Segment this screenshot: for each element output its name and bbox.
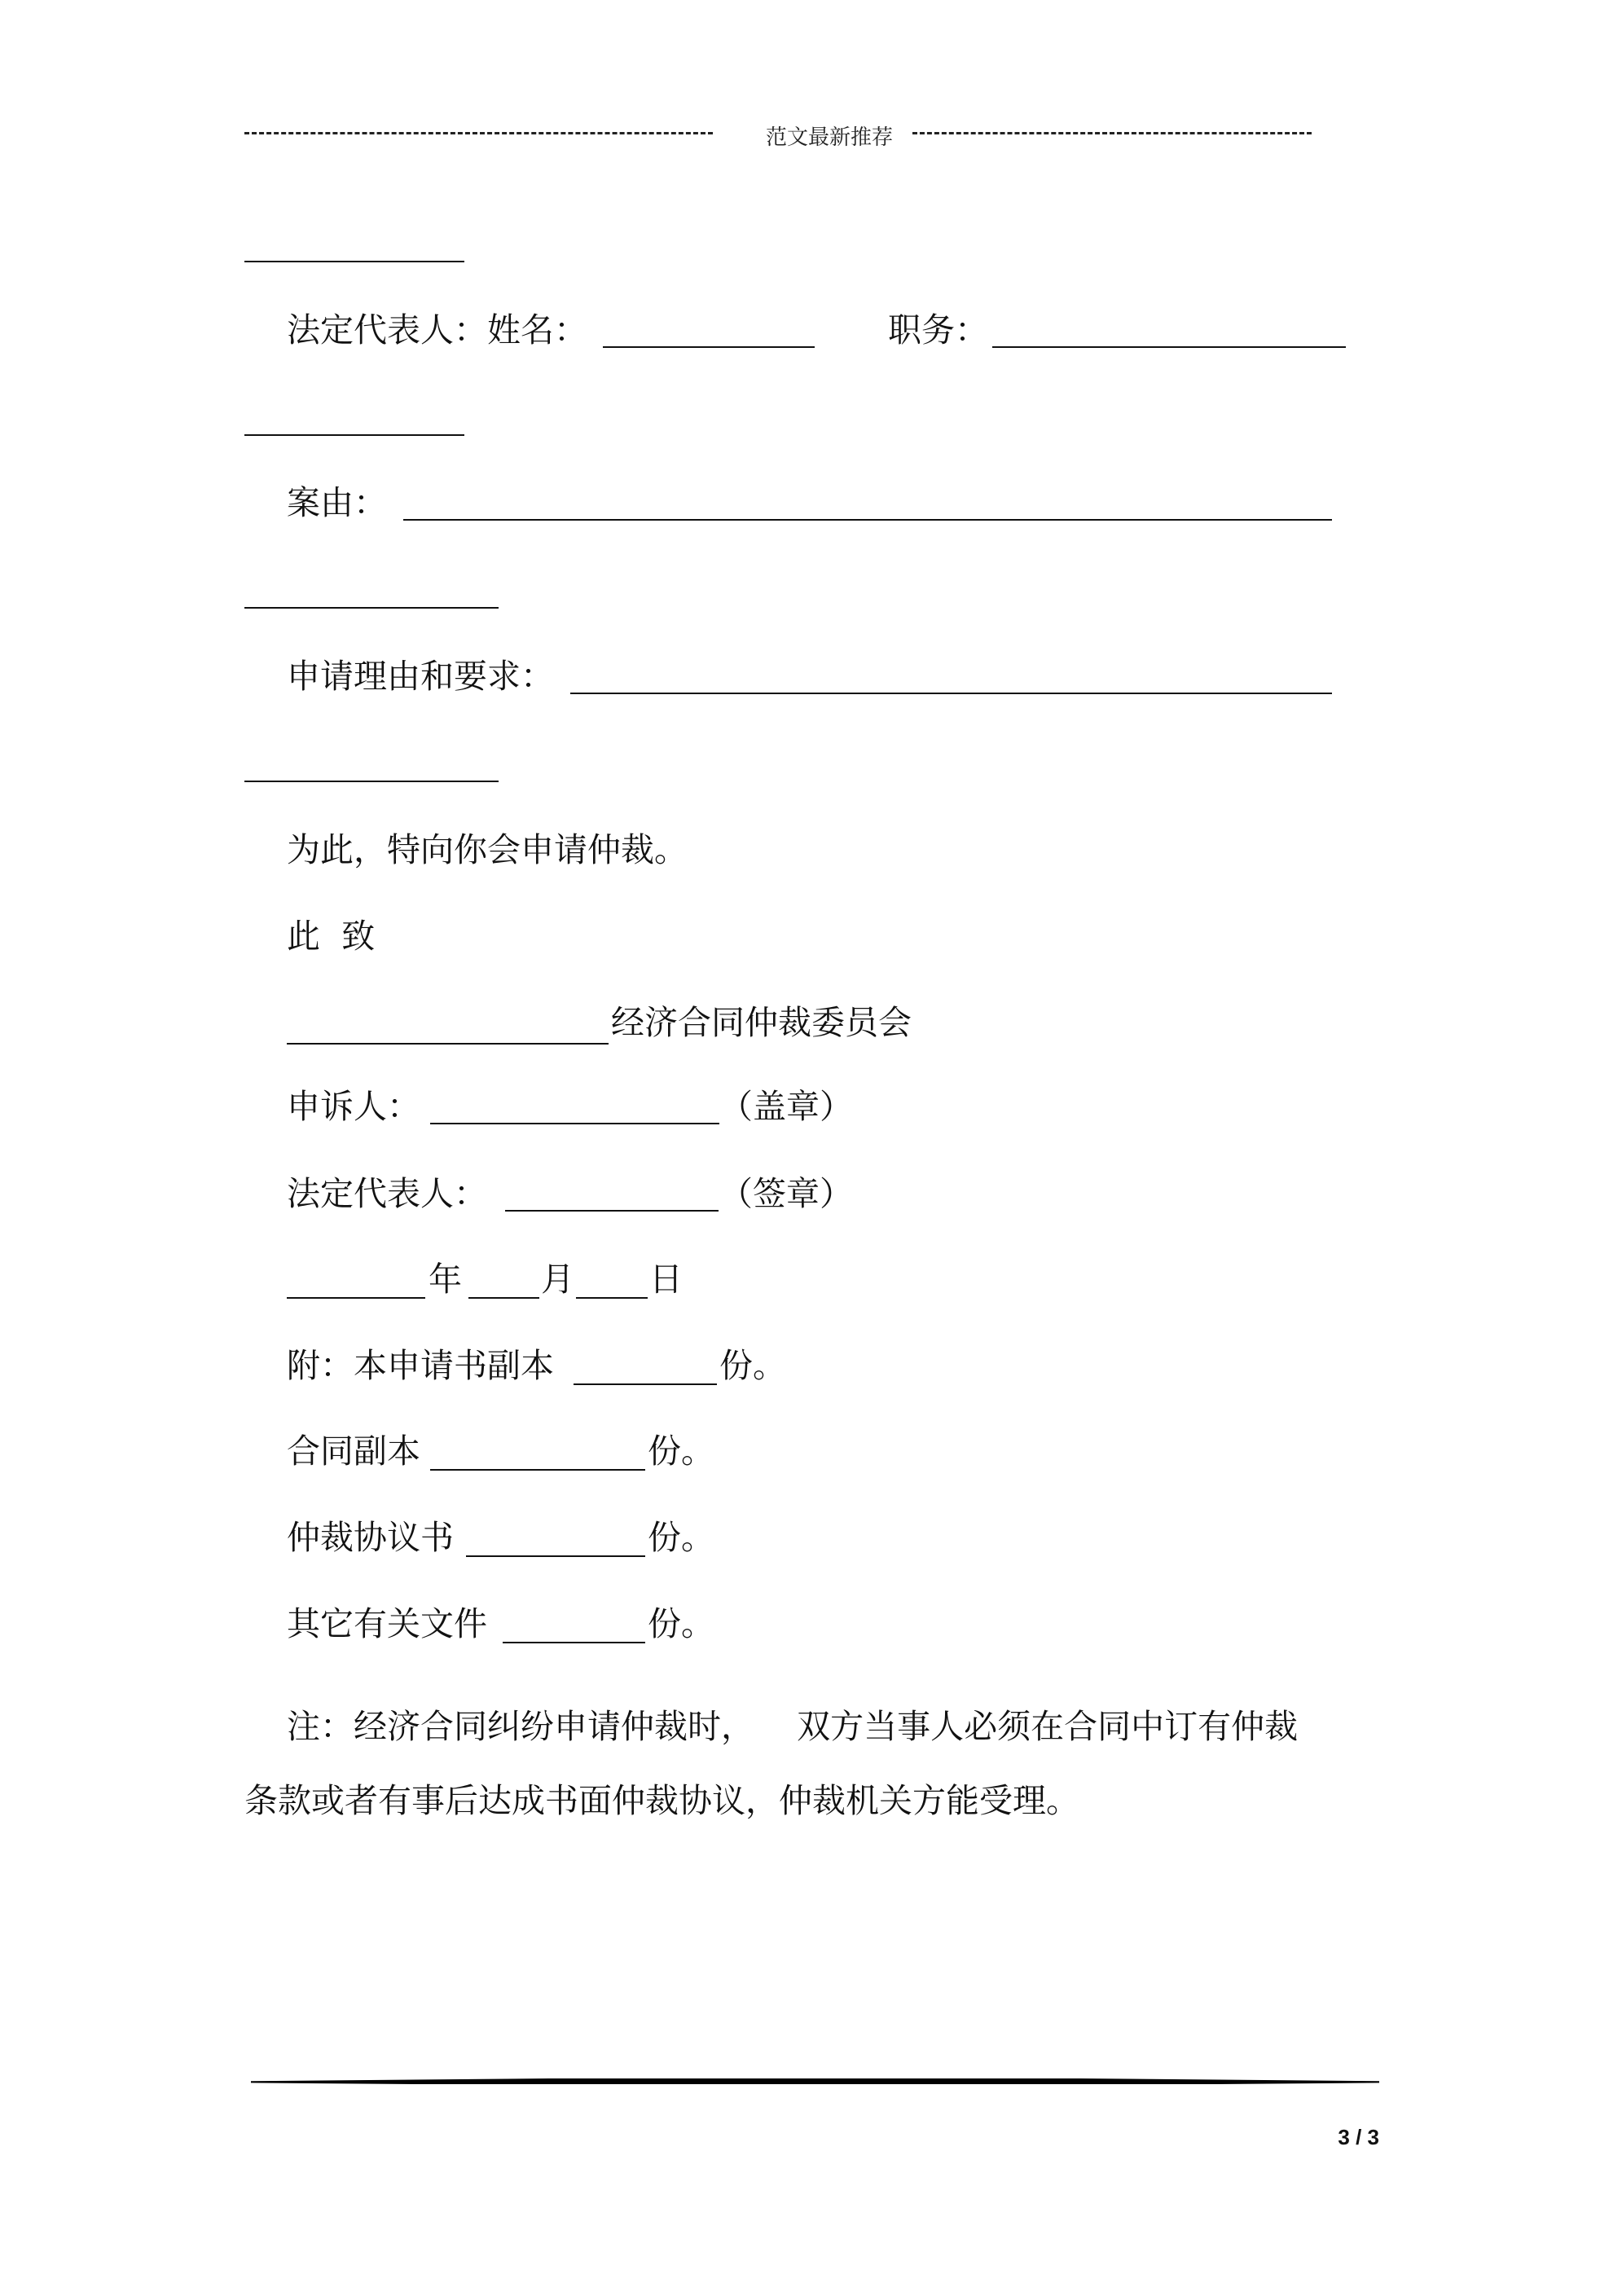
position-blank[interactable] xyxy=(992,346,1346,348)
page-number: 3 / 3 xyxy=(1338,2125,1379,2149)
month-label: 月 xyxy=(541,1260,574,1299)
arbitration-agreement-blank[interactable] xyxy=(466,1555,645,1557)
legal-rep-name-label: 法定代表人：姓名： xyxy=(287,310,587,350)
position-blank-continued[interactable] xyxy=(244,434,464,436)
note-line-2: 条款或者有事后达成书面仲裁协议，仲裁机关方能受理。 xyxy=(244,1781,1079,1820)
header-dash-left xyxy=(244,132,713,134)
cause-blank-continued[interactable] xyxy=(244,607,499,609)
legal-rep-sign-label: 法定代表人： xyxy=(287,1174,487,1213)
day-label: 日 xyxy=(649,1260,683,1299)
attach-copies-blank[interactable] xyxy=(574,1383,717,1385)
seal-note: （盖章） xyxy=(719,1087,853,1126)
legal-rep-name-blank[interactable] xyxy=(603,346,815,348)
footer-rule xyxy=(251,2076,1379,2087)
attach-copies-unit: 份。 xyxy=(719,1346,786,1385)
reason-blank-continued[interactable] xyxy=(244,781,499,782)
header-title: 范文最新推荐 xyxy=(766,125,894,150)
cause-label: 案由： xyxy=(287,483,387,522)
note-line-1: 注：经济合同纠纷申请仲裁时， 双方当事人必须在合同中订有仲裁 xyxy=(287,1707,1299,1746)
committee-label: 经济合同仲裁委员会 xyxy=(611,1003,912,1042)
sign-note: （签章） xyxy=(719,1174,853,1213)
other-docs-blank[interactable] xyxy=(503,1642,645,1643)
month-blank[interactable] xyxy=(468,1297,539,1299)
other-docs-label: 其它有关文件 xyxy=(287,1604,487,1643)
applicant-label: 申诉人： xyxy=(287,1087,420,1126)
other-docs-unit: 份。 xyxy=(648,1604,714,1643)
header-dash-right xyxy=(912,132,1312,134)
contract-copy-blank[interactable] xyxy=(430,1469,645,1471)
continuation-blank-line xyxy=(244,261,464,262)
committee-name-blank[interactable] xyxy=(287,1043,609,1045)
arbitration-agreement-label: 仲裁协议书 xyxy=(287,1518,454,1557)
year-label: 年 xyxy=(429,1260,462,1299)
arbitration-agreement-unit: 份。 xyxy=(648,1518,714,1557)
day-blank[interactable] xyxy=(576,1297,648,1299)
salutation: 此 致 xyxy=(287,917,376,956)
closing-text: 为此，特向你会申请仲裁。 xyxy=(287,830,688,869)
reason-label: 申请理由和要求： xyxy=(287,657,554,696)
applicant-blank[interactable] xyxy=(430,1123,719,1124)
legal-rep-sign-blank[interactable] xyxy=(505,1210,719,1212)
cause-blank[interactable] xyxy=(403,519,1332,521)
contract-copy-unit: 份。 xyxy=(648,1432,714,1471)
attach-label: 附：本申请书副本 xyxy=(287,1346,554,1385)
contract-copy-label: 合同副本 xyxy=(287,1432,420,1471)
position-label: 职务： xyxy=(888,310,988,350)
reason-blank[interactable] xyxy=(570,693,1332,694)
year-blank[interactable] xyxy=(287,1297,425,1299)
